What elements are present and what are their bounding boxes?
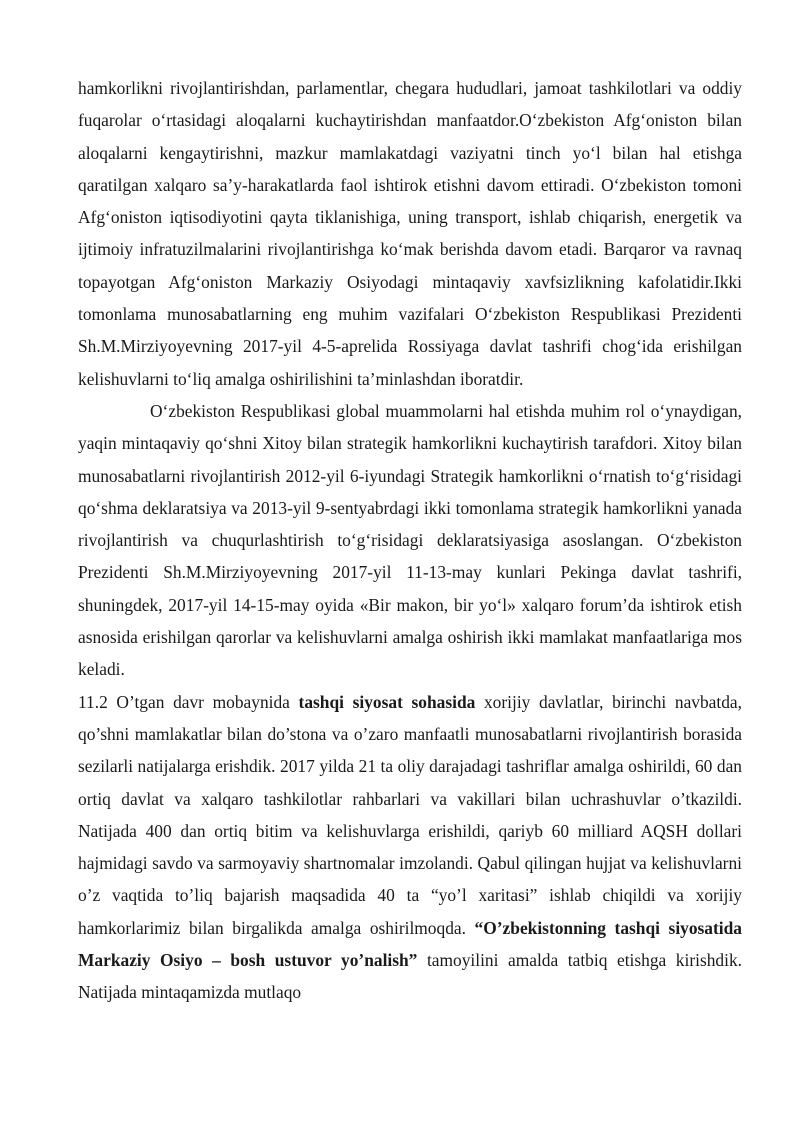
paragraph-3-middle: xorijiy davlatlar, birinchi navbatda, qo’shni mamlakatlar bilan do’stona va o’zaro manfaatli munosabatlarni rivojlantirish borasida sezilarli natijalarga erishdik. 2017 yilda 21 ta oliy darajadagi tashriflar amalga oshirildi, 60 dan ortiq davlat va xalqaro tashkilotlar rahbarlari va vakillari bilan uchrashuvlar o’tkazildi. Natijada 400 dan ortiq bitim va kelishuvlarga erishildi, qariyb 60 milliard AQSH dollari hajmidagi savdo va sarmoyaviy shartnomalar imzolandi. Qabul qilingan hujjat va kelishuvlarni o’z vaqtida to’liq bajarish maqsadida 40 ta “yo’l xaritasi” ishlab chiqildi va xorijiy hamkorlarimiz bilan birgalikda amalga oshirilmoqda. [78,691,742,938]
bold-phrase-central-asia-priority: “O’zbekistonning tashqi siyosatida Markaziy Osiyo – bosh ustuvor yo’nalish” [78,917,742,971]
paragraph-2: O‘zbekiston Respublikasi global muammolarni hal etishda muhim rol o‘ynaydigan, yaqin mintaqaviy qo‘shni Xitoy bilan strategik hamkorlikni kuchaytirish tarafdori. Xitoy bilan munosabatlarni rivojlantirish 2012-yil 6-iyundagi Strategik hamkorlikni o‘rnatish to‘g‘risidagi qo‘shma deklaratsiya va 2013-yil 9-sentyabrdagi ikki tomonlama strategik hamkorlikni yanada rivojlantirish va chuqurlashtirish to‘g‘risidagi deklaratsiyasiga asoslangan. O‘zbekiston Prezidenti Sh.M.Mirziyoyevning 2017-yil 11-13-may kunlari Pekinga davlat tashrifi, shuningdek, 2017-yil 14-15-may oyida «Bir makon, bir yo‘l» xalqaro forum’da ishtirok etish asnosida erishilgan qarorlar va kelishuvlarni amalga oshirish ikki mamlakat manfaatlariga mos keladi. [78,400,742,680]
paragraph-1: hamkorlikni rivojlantirishdan, parlamentlar, chegara hududlari, jamoat tashkilotlari va oddiy fuqarolar o‘rtasidagi aloqalarni kuchaytirishdan manfaatdor.O‘zbekiston Afg‘oniston bilan aloqalarni kengaytirishni, mazkur mamlakatdagi vaziyatni tinch yo‘l bilan hal etishga qaratilgan xalqaro sa’y-harakatlarda faol ishtirok etishni davom ettiradi. O‘zbekiston tomoni Afg‘oniston iqtisodiyotini qayta tiklanishiga, uning transport, ishlab chiqarish, energetik va ijtimoiy infratuzilmalarini rivojlantirishga ko‘mak berishda davom etadi. Barqaror va ravnaq topayotgan Afg‘oniston Markaziy Osiyodagi mintaqaviy xavfsizlikning kafolatidir.Ikki tomonlama munosabatlarning eng muhim vazifalari O‘zbekiston Respublikasi Prezidenti Sh.M.Mirziyoyevning 2017-yil 4-5-aprelida Rossiyaga davlat tashrifi chog‘ida erishilgan kelishuvlarni to‘liq amalga oshirilishini ta’minlashdan iboratdir. [78,78,742,389]
paragraph-3-prefix: 11.2 O’tgan davr mobaynida [78,691,299,712]
paragraph-3 [78,686,742,1009]
document-body [78,72,742,1009]
bold-phrase-foreign-policy: tashqi siyosat sohasida [298,691,476,712]
paragraph-3-suffix: tamoyilini amalda tatbiq etishga kirishdik. Natijada mintaqamizda mutlaqo [78,950,742,1003]
